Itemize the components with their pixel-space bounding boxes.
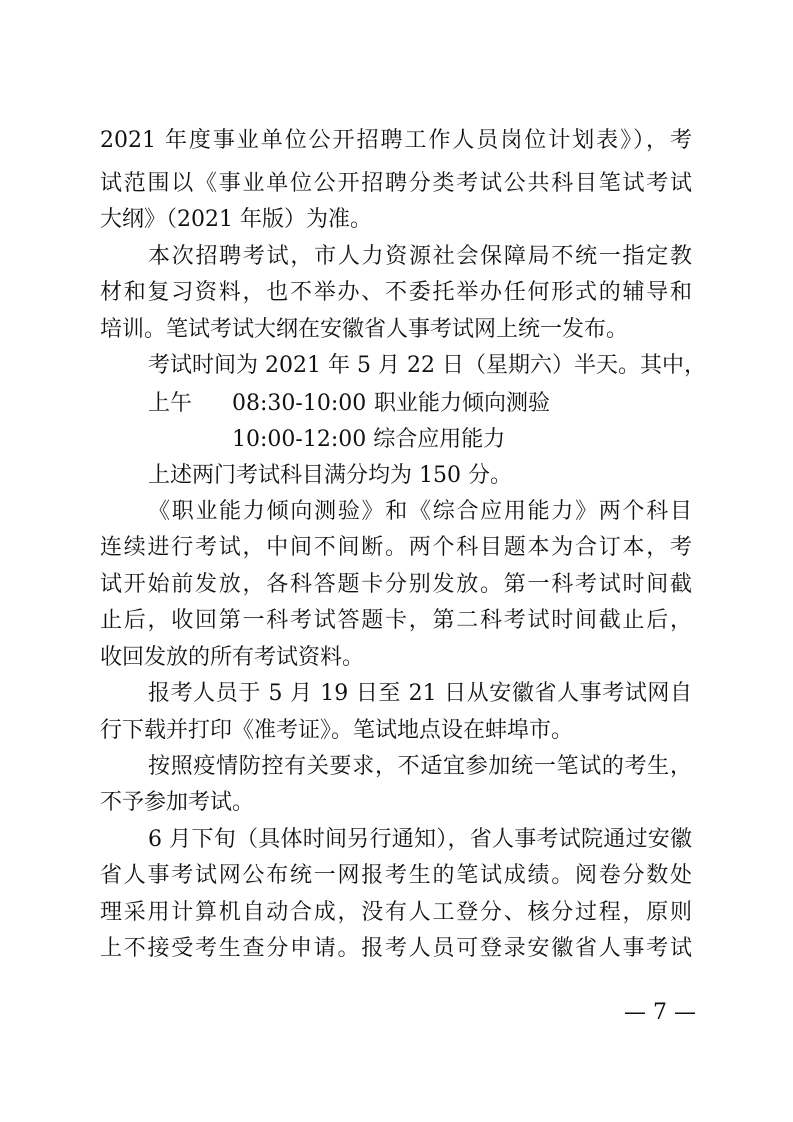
schedule-label: 上午: [148, 391, 193, 416]
text-line: 2021 年度事业单位公开招聘工作人员岗位计划表》），考: [100, 128, 692, 153]
text-line: 报考人员于 5 月 19 日至 21 日从安徽省人事考试网自: [148, 681, 692, 706]
text-line: 上述两门考试科目满分均为 150 分。: [148, 463, 512, 488]
text-line: 上不接受考生查分申请。报考人员可登录安徽省人事考试: [100, 936, 692, 961]
schedule-subject: 职业能力倾向测验: [374, 391, 551, 416]
text-line: 按照疫情防控有关要求，不适宜参加统一笔试的考生，: [148, 754, 692, 779]
text-line: 本次招聘考试，市人力资源社会保障局不统一指定教: [148, 244, 692, 269]
text-line: 试开始前发放，各科答题卡分别发放。第一科考试时间截: [100, 572, 692, 597]
schedule-time: 08:30-10:00: [232, 391, 367, 416]
schedule-row: 10:00-12:00 综合应用能力: [232, 427, 506, 452]
text-line: 培训。笔试考试大纲在安徽省人事考试网上统一发布。: [100, 317, 629, 342]
text-line: 《职业能力倾向测验》和《综合应用能力》两个科目: [148, 499, 692, 524]
text-line: 省人事考试网公布统一网报考生的笔试成绩。阅卷分数处: [100, 863, 692, 888]
text-line: 试范围以《事业单位公开招聘分类考试公共科目笔试考试: [100, 171, 692, 196]
text-line: 不予参加考试。: [100, 790, 255, 815]
text-line: 6 月下旬（具体时间另行通知），省人事考试院通过安徽: [148, 827, 692, 852]
text-line: 行下载并打印《准考证》。笔试地点设在蚌埠市。: [100, 718, 574, 743]
text-line: 收回发放的所有考试资料。: [100, 645, 365, 670]
text-line: 材和复习资料，也不举办、不委托举办任何形式的辅导和: [100, 280, 692, 305]
text-line: 考试时间为 2021 年 5 月 22 日（星期六）半天。其中，: [148, 353, 706, 378]
text-line: 连续进行考试，中间不间断。两个科目题本为合订本，考: [100, 535, 692, 560]
page-number: — 7 —: [624, 1000, 696, 1025]
text-line: 大纲》（2021 年版）为准。: [100, 207, 372, 232]
text-line: 理采用计算机自动合成，没有人工登分、核分过程，原则: [100, 900, 692, 925]
text-line: 止后，收回第一科考试答题卡，第二科考试时间截止后，: [100, 608, 692, 633]
